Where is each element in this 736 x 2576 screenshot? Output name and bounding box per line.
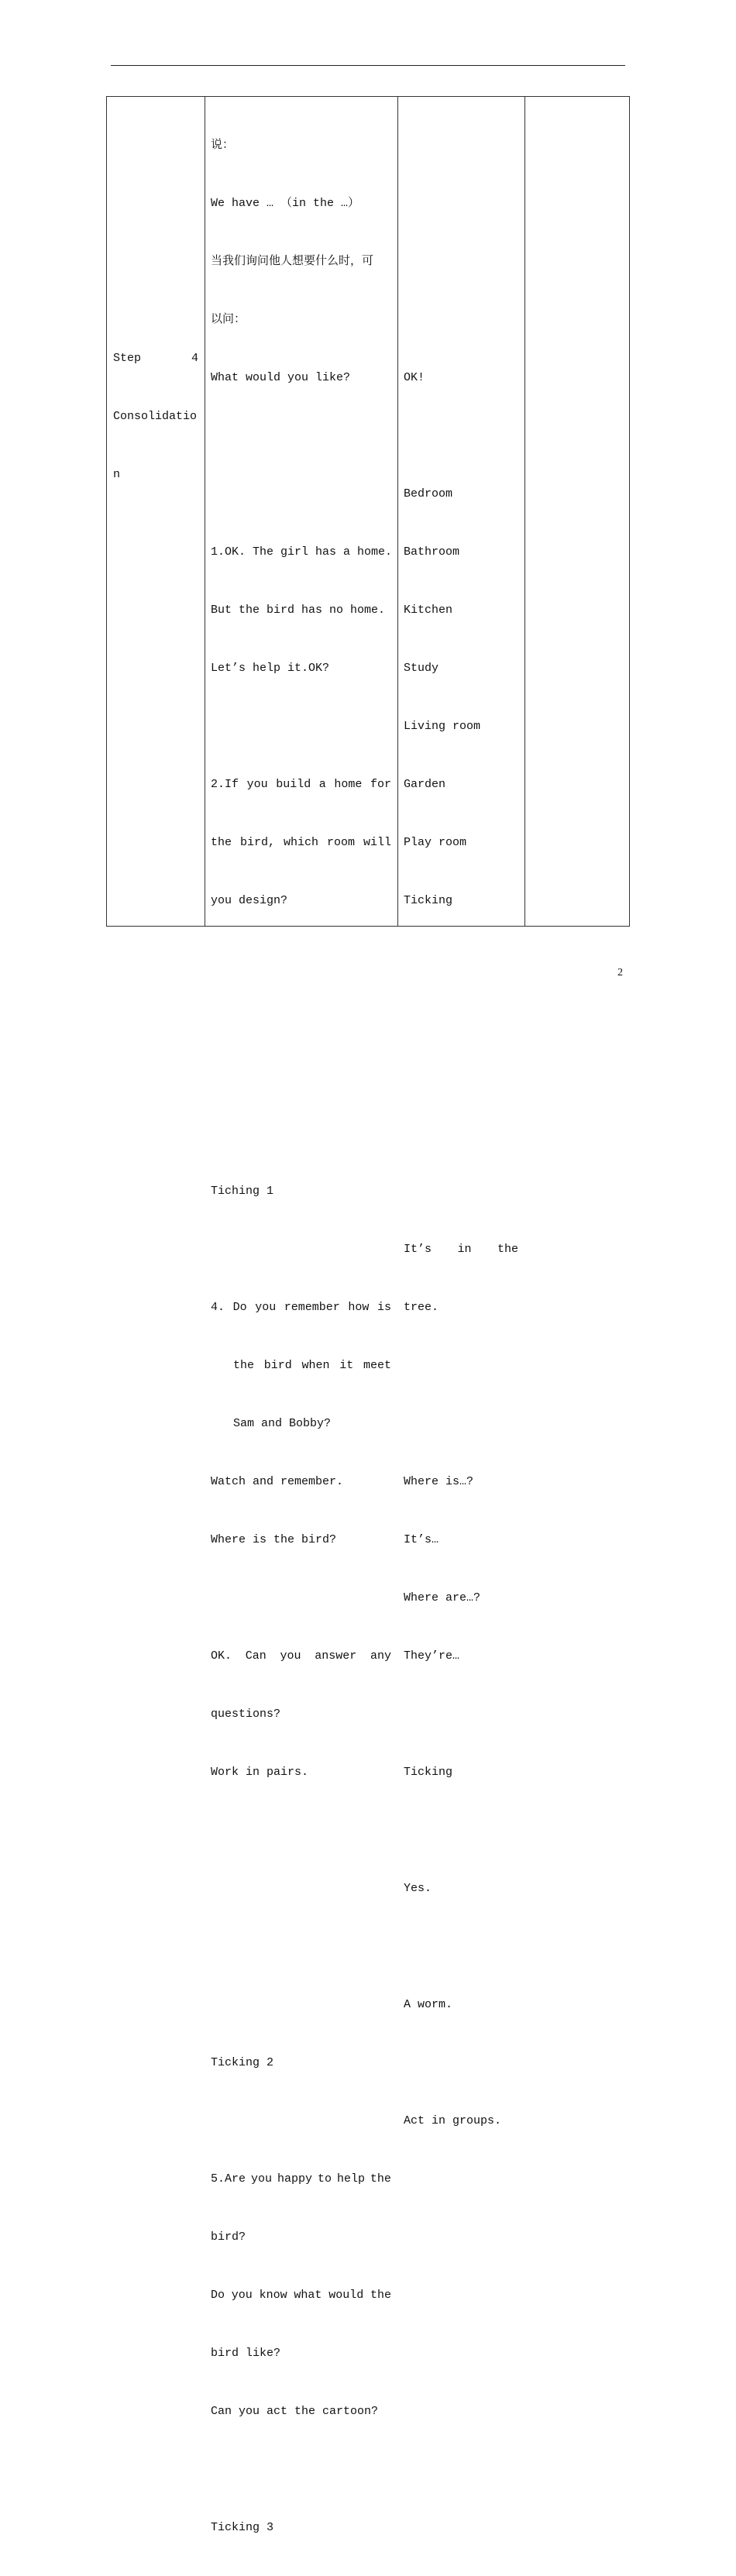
step-title-wrap: n bbox=[113, 468, 121, 481]
text-line: A worm. bbox=[404, 1998, 453, 2011]
text-line: Let’s help it.OK? bbox=[211, 662, 330, 675]
word: It’s bbox=[404, 1243, 432, 1256]
blank-line bbox=[404, 1007, 518, 1027]
blank-line bbox=[211, 1007, 391, 1027]
word: happy bbox=[277, 2172, 312, 2186]
word: OK. bbox=[211, 1649, 232, 1663]
justified-line bbox=[211, 775, 391, 794]
blank-line bbox=[211, 2111, 391, 2131]
step-title: Consolidatio bbox=[113, 410, 198, 423]
text-line: Kitchen bbox=[404, 604, 453, 617]
word: bird bbox=[263, 1359, 292, 1372]
justified-line bbox=[211, 2285, 391, 2305]
word: bird, bbox=[239, 836, 275, 849]
text-line: Can you act the cartoon? bbox=[211, 2405, 379, 2418]
word: how bbox=[348, 1301, 370, 1314]
word: in bbox=[457, 1243, 472, 1256]
lesson-table bbox=[106, 96, 630, 2534]
text-line: Ticking 3 bbox=[211, 2521, 274, 2534]
text-line: But the bird has no home. bbox=[211, 604, 386, 617]
word: home bbox=[334, 778, 363, 791]
text-line: Living room bbox=[404, 720, 481, 733]
text-line: Where is the bird? bbox=[211, 1533, 337, 1546]
student-activities bbox=[404, 329, 518, 2169]
word: to bbox=[317, 2172, 332, 2186]
blank-line bbox=[404, 2053, 518, 2072]
word: the bbox=[370, 2289, 391, 2302]
word: the bbox=[233, 1359, 255, 1372]
blank-line bbox=[211, 1879, 391, 1898]
text-line: Garden bbox=[404, 778, 446, 791]
word: is bbox=[377, 1301, 391, 1314]
blank-line bbox=[211, 949, 391, 968]
word: would bbox=[328, 2289, 364, 2302]
word: you bbox=[231, 2289, 253, 2302]
text-line: Work in pairs. bbox=[211, 1766, 309, 1779]
text-line: Bathroom bbox=[404, 545, 460, 559]
text-line: Where is…? bbox=[404, 1475, 474, 1488]
blank-line bbox=[404, 1123, 518, 1143]
text-line: 1.OK. The girl has a home. bbox=[211, 545, 393, 559]
blank-line bbox=[211, 484, 391, 504]
text-line: Study bbox=[404, 662, 439, 675]
text-line: Sam and Bobby? bbox=[233, 1417, 332, 1430]
teacher-activities bbox=[211, 97, 391, 2576]
word: 5.Are bbox=[211, 2172, 246, 2186]
blank-line bbox=[404, 1065, 518, 1085]
text-line: bird? bbox=[211, 2230, 246, 2244]
text-line: Ticking bbox=[404, 1766, 453, 1779]
blank-line bbox=[211, 1588, 391, 1608]
justified-line bbox=[404, 1240, 518, 1259]
text-line: bird like? bbox=[211, 2347, 281, 2360]
step-cell bbox=[113, 310, 198, 523]
word: you bbox=[246, 778, 268, 791]
blank-line bbox=[211, 1995, 391, 2014]
word: you bbox=[255, 1301, 277, 1314]
text-line: tree. bbox=[404, 1301, 439, 1314]
word: the bbox=[370, 2172, 391, 2186]
word: you bbox=[280, 1649, 301, 1663]
word: help bbox=[336, 2172, 365, 2186]
text-line: Bedroom bbox=[404, 487, 453, 500]
justified-line bbox=[211, 1298, 391, 1317]
word: you bbox=[250, 2172, 272, 2186]
text-line: 说： bbox=[211, 139, 235, 152]
word: the bbox=[497, 1243, 518, 1256]
page-number: 2 bbox=[617, 967, 623, 978]
word: Do bbox=[232, 1301, 247, 1314]
word: 2.If bbox=[211, 778, 239, 791]
header-rule bbox=[111, 65, 625, 66]
text-line: Play room bbox=[404, 836, 467, 849]
word: the bbox=[211, 836, 232, 849]
word: will bbox=[363, 836, 391, 849]
word: build bbox=[276, 778, 311, 791]
word: meet bbox=[363, 1359, 391, 1372]
text-line: Yes. bbox=[404, 1882, 432, 1895]
word: remember bbox=[284, 1301, 340, 1314]
word: it bbox=[339, 1359, 354, 1372]
text-line: Ticking bbox=[404, 894, 453, 907]
word: answer bbox=[315, 1649, 357, 1663]
text-line: It’s… bbox=[404, 1533, 439, 1546]
blank-line bbox=[404, 1181, 518, 1201]
column-divider bbox=[524, 97, 525, 926]
notes-column bbox=[531, 97, 624, 98]
blank-line bbox=[211, 1123, 391, 1143]
word: when bbox=[301, 1359, 330, 1372]
word: for bbox=[370, 778, 391, 791]
word: any bbox=[370, 1649, 391, 1663]
text-line: Ticking 2 bbox=[211, 2056, 274, 2069]
text-line: 当我们询问他人想要什么时，可 bbox=[211, 255, 374, 268]
step-number: 4 bbox=[191, 352, 198, 365]
text-line: Tiching 1 bbox=[211, 1185, 274, 1198]
word: which bbox=[283, 836, 318, 849]
blank-line bbox=[404, 1414, 518, 1433]
text-line: 以问： bbox=[211, 313, 246, 326]
column-divider bbox=[397, 97, 398, 926]
text-line: OK! bbox=[404, 371, 425, 384]
word: Can bbox=[245, 1649, 267, 1663]
text-line: you design? bbox=[211, 894, 288, 907]
text-line: Watch and remember. bbox=[211, 1475, 344, 1488]
blank-line bbox=[211, 1240, 391, 1259]
text-line: questions? bbox=[211, 1708, 281, 1721]
blank-line bbox=[211, 1065, 391, 1085]
blank-line bbox=[211, 2460, 391, 2479]
blank-line bbox=[404, 426, 518, 445]
text-line: We have … （in the …） bbox=[211, 197, 360, 210]
word: a bbox=[318, 778, 326, 791]
blank-line bbox=[404, 1356, 518, 1375]
text-line: Act in groups. bbox=[404, 2114, 502, 2127]
blank-line bbox=[404, 1704, 518, 1724]
justified-line bbox=[211, 833, 391, 852]
justified-line bbox=[211, 1646, 391, 1666]
text-line: What would you like? bbox=[211, 371, 351, 384]
word: Do bbox=[211, 2289, 225, 2302]
blank-line bbox=[211, 1937, 391, 1956]
text-line: Where are…? bbox=[404, 1591, 481, 1604]
step-line-1 bbox=[113, 349, 198, 368]
justified-line bbox=[211, 2169, 391, 2189]
blank-line bbox=[211, 717, 391, 736]
blank-line bbox=[211, 1821, 391, 1840]
word: room bbox=[326, 836, 355, 849]
word: know bbox=[259, 2289, 287, 2302]
blank-line bbox=[404, 1937, 518, 1956]
step-word: Step bbox=[113, 352, 142, 365]
text-line: They’re… bbox=[404, 1649, 460, 1663]
word: 4. bbox=[211, 1301, 225, 1314]
blank-line bbox=[211, 426, 391, 445]
blank-line bbox=[404, 1821, 518, 1840]
blank-line bbox=[404, 949, 518, 968]
word: what bbox=[294, 2289, 322, 2302]
justified-line bbox=[211, 1356, 391, 1375]
